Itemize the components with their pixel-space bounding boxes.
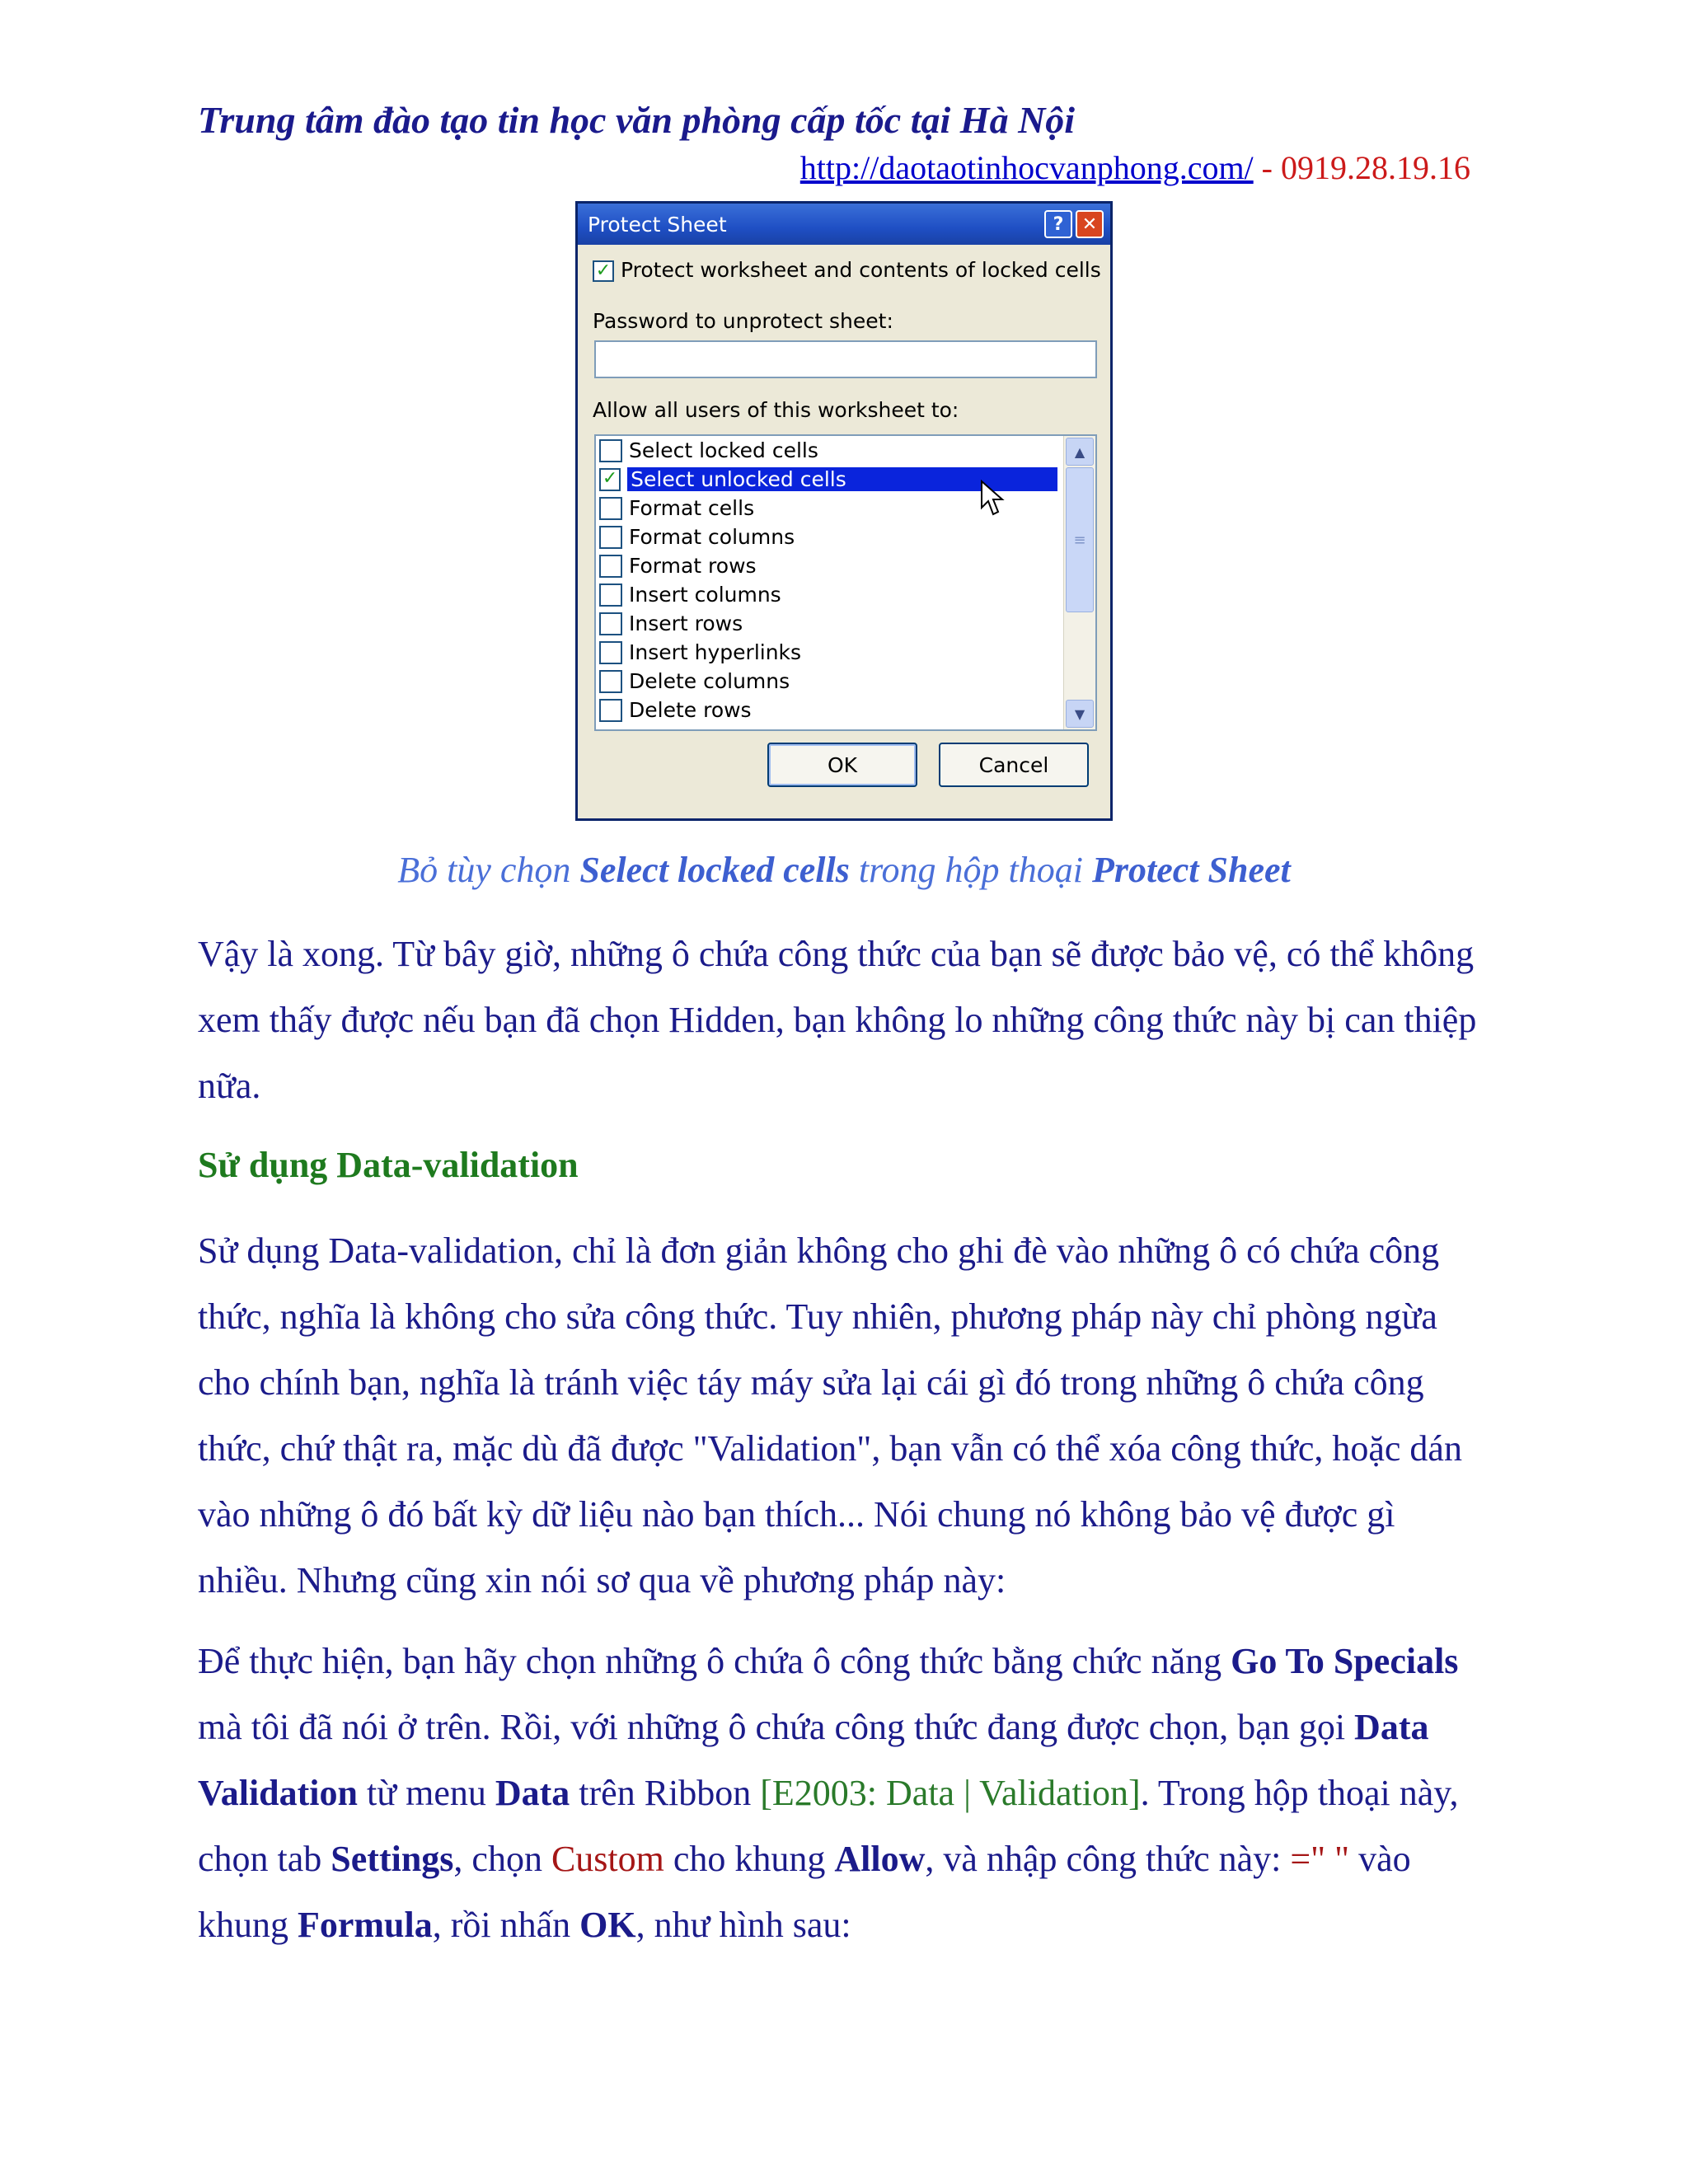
red-formula: =" " — [1290, 1839, 1350, 1879]
header-title: Trung tâm đào tạo tin học văn phòng cấp tốc tại Hà Nội — [198, 99, 1076, 141]
permission-label: Select locked cells — [629, 438, 818, 462]
protect-sheet-dialog — [575, 201, 1113, 821]
list-item[interactable] — [596, 609, 1057, 638]
list-item[interactable] — [596, 638, 1057, 667]
permission-label: Select unlocked cells — [627, 467, 1057, 491]
text: , rồi nhấn — [432, 1905, 580, 1945]
list-item[interactable] — [596, 667, 1057, 696]
caption-bold: Protect Sheet — [1092, 850, 1291, 890]
red-term: Custom — [551, 1839, 664, 1879]
permissions-listbox[interactable] — [594, 434, 1097, 731]
permission-checkbox[interactable] — [599, 670, 622, 693]
text: cho khung — [663, 1839, 835, 1879]
text: từ menu — [358, 1773, 495, 1813]
text: vào khung — [198, 1839, 1411, 1945]
bold-term: Data Validation — [198, 1707, 1429, 1813]
protect-label: Protect worksheet and contents of locked cells — [621, 258, 1101, 282]
permission-checkbox[interactable] — [599, 526, 622, 549]
permission-checkbox[interactable] — [599, 497, 622, 520]
list-item[interactable] — [596, 580, 1057, 609]
bold-term: Go To Specials — [1231, 1641, 1459, 1681]
paragraph-3 — [198, 1629, 1484, 1958]
bold-term: Formula — [298, 1905, 433, 1945]
bold-term: Data — [495, 1773, 570, 1813]
text: . Trong hộp thoại này, chọn tab — [198, 1773, 1459, 1879]
bold-term: Allow — [834, 1839, 926, 1879]
mouse-cursor-icon — [980, 480, 1005, 518]
permission-label: Insert columns — [629, 583, 781, 607]
list-item[interactable] — [596, 551, 1057, 580]
permission-label: Delete columns — [629, 669, 790, 693]
allow-label: Allow all users of this worksheet to: — [593, 398, 959, 422]
text: , như hình sau: — [635, 1905, 851, 1945]
permission-checkbox[interactable] — [599, 641, 622, 664]
text: trên Ribbon — [570, 1773, 761, 1813]
permission-checkbox[interactable] — [599, 555, 622, 578]
scroll-thumb[interactable]: ≡ — [1066, 467, 1094, 612]
paragraph-2: Sử dụng Data-validation, chỉ là đơn giản không cho ghi đè vào những ô có chứa công thức, nghĩa là không cho sửa công thức. Tuy nhiên, phương pháp này chỉ phòng ngừa cho chính bạn, nghĩa là tránh việc táy máy sửa lại cái gì đó trong những ô chứa công thức, chứ thật ra, mặc dù đã được "Validation", bạn vẫn có thể xóa công thức, hoặc dán vào những ô đó bất kỳ dữ liệu nào bạn thích... Nói chung nó không bảo vệ được gì nhiều. Nhưng cũng xin nói sơ qua về phương pháp này: — [198, 1230, 1462, 1601]
permission-label: Format columns — [629, 525, 795, 549]
permission-checkbox[interactable] — [599, 699, 622, 722]
permission-checkbox[interactable]: ✓ — [599, 468, 621, 491]
protect-option[interactable] — [593, 258, 1101, 282]
text: , và nhập công thức này: — [925, 1839, 1291, 1879]
permission-checkbox[interactable] — [599, 439, 622, 462]
cancel-button[interactable]: Cancel — [939, 743, 1089, 787]
permission-label: Format cells — [629, 496, 755, 520]
help-icon[interactable]: ? — [1044, 210, 1072, 238]
caption-text: trong hộp thoại — [849, 850, 1093, 890]
separator: - — [1253, 149, 1281, 186]
bold-term: Settings — [331, 1839, 454, 1879]
caption-bold: Select locked cells — [579, 850, 850, 890]
text: Để thực hiện, bạn hãy chọn những ô chứa ô công thức bằng chức năng — [198, 1641, 1231, 1681]
text: , chọn — [453, 1839, 551, 1879]
dialog-title: Protect Sheet — [588, 212, 727, 237]
dialog-titlebar — [578, 204, 1110, 245]
header-contact — [800, 148, 1470, 188]
list-item[interactable] — [596, 523, 1057, 551]
permission-label: Format rows — [629, 554, 757, 578]
protect-checkbox[interactable]: ✓ — [593, 260, 614, 282]
bold-term: OK — [579, 1905, 636, 1945]
list-scrollbar[interactable] — [1063, 436, 1095, 729]
password-input[interactable] — [594, 340, 1097, 378]
text: mà tôi đã nói ở trên. Rồi, với những ô chứa công thức đang được chọn, bạn gọi — [198, 1707, 1355, 1747]
phone-number: 0919.28.19.16 — [1281, 149, 1470, 186]
permission-checkbox[interactable] — [599, 583, 622, 607]
ok-button[interactable]: OK — [767, 743, 917, 787]
section-heading: Sử dụng Data-validation — [198, 1145, 579, 1185]
scroll-down-icon[interactable]: ▼ — [1066, 700, 1094, 728]
list-item[interactable] — [596, 696, 1057, 724]
close-icon[interactable]: ✕ — [1076, 210, 1104, 238]
caption-text: Bỏ tùy chọn — [397, 850, 580, 890]
permission-label: Delete rows — [629, 698, 752, 722]
permission-checkbox[interactable] — [599, 612, 622, 635]
permission-label: Insert rows — [629, 612, 743, 635]
green-note: [E2003: Data | Validation] — [760, 1773, 1141, 1813]
site-link[interactable]: http://daotaotinhocvanphong.com/ — [799, 149, 1254, 186]
permission-label: Insert hyperlinks — [629, 640, 802, 664]
list-item[interactable] — [596, 436, 1057, 465]
figure-caption — [0, 849, 1688, 891]
password-label: Password to unprotect sheet: — [593, 309, 893, 333]
scroll-up-icon[interactable]: ▲ — [1066, 438, 1094, 466]
paragraph-1: Vậy là xong. Từ bây giờ, những ô chứa công thức của bạn sẽ được bảo vệ, có thể không xem thấy được nếu bạn đã chọn Hidden, bạn không lo những công thức này bị can thiệp nữa. — [198, 934, 1477, 1106]
